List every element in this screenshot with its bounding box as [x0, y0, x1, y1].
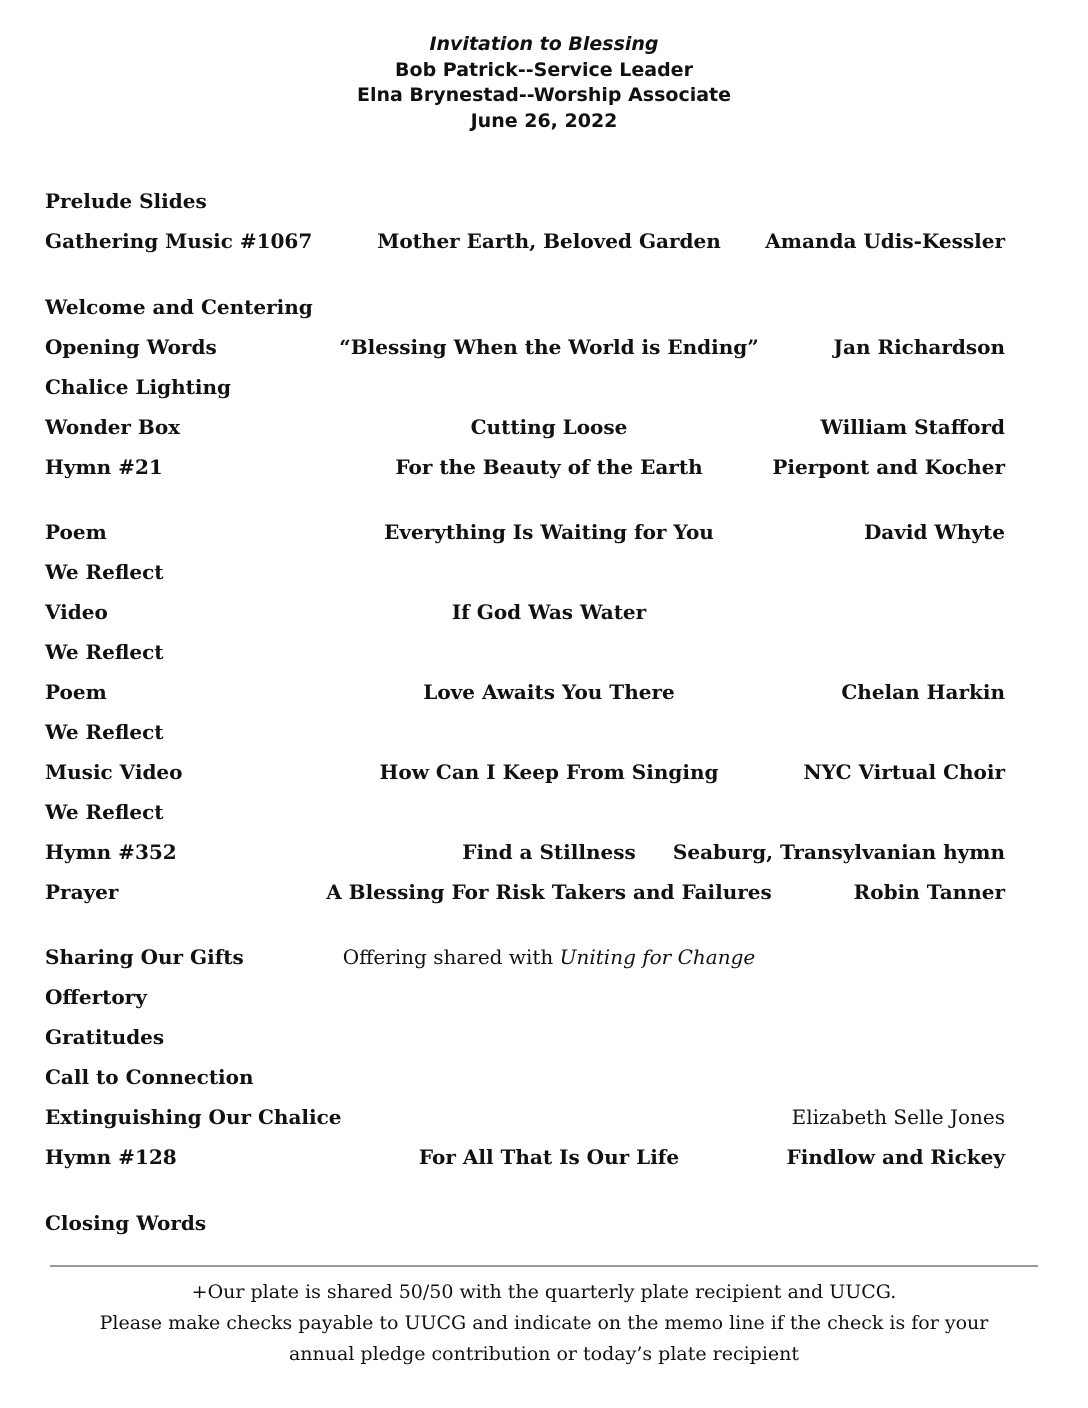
row-item: Poem [45, 520, 107, 544]
row-author: Chelan Harkin [841, 680, 1005, 704]
footer-line: +Our plate is shared 50/50 with the quarterly plate recipient and UUCG. [191, 1281, 897, 1303]
service-row-opening-words [0, 332, 1088, 362]
row-title: If God Was Water [451, 600, 647, 624]
row-title: “Blessing When the World is Ending” [339, 335, 759, 359]
footer-line: annual pledge contribution or today’s plate recipient [288, 1343, 800, 1365]
row-title: For the Beauty of the Earth [395, 455, 703, 479]
row-title: For All That Is Our Life [418, 1145, 680, 1169]
row-item: Poem [45, 680, 107, 704]
row-item: Gathering Music #1067 [45, 229, 313, 253]
service-row-gathering-music [0, 226, 1088, 256]
footer-note [0, 1277, 1088, 1370]
row-item: We Reflect [45, 560, 164, 584]
service-row-closing-words [0, 1208, 1088, 1238]
row-author: Amanda Udis-Kessler [765, 229, 1005, 253]
service-row-we-reflect [0, 717, 1088, 747]
service-row-extinguishing-chalice [0, 1102, 1088, 1132]
row-title: A Blessing For Risk Takers and Failures [326, 880, 772, 904]
row-item: We Reflect [45, 800, 164, 824]
service-row-hymn-21 [0, 452, 1088, 482]
service-row-hymn-352 [0, 837, 1088, 867]
row-author: Pierpont and Kocher [772, 455, 1005, 479]
service-row-poem [0, 677, 1088, 707]
service-row-hymn-128 [0, 1142, 1088, 1172]
service-row-offertory [0, 982, 1088, 1012]
row-title: Cutting Loose [470, 415, 628, 439]
row-item: Hymn #352 [45, 840, 177, 864]
row-author: William Stafford [820, 415, 1005, 439]
row-author: Jan Richardson [833, 335, 1005, 359]
row-author: Seaburg, Transylvanian hymn [672, 840, 1005, 864]
service-row-we-reflect [0, 797, 1088, 827]
row-title: How Can I Keep From Singing [379, 760, 719, 784]
service-row-gratitudes [0, 1022, 1088, 1052]
footer-divider [50, 1265, 1038, 1267]
row-item: Welcome and Centering [45, 295, 313, 319]
footer-line: Please make checks payable to UUCG and indicate on the memo line if the check is for your [99, 1312, 989, 1334]
row-item: Closing Words [45, 1211, 207, 1235]
row-item: Hymn #128 [45, 1145, 177, 1169]
service-row-chalice-lighting [0, 372, 1088, 402]
row-item: Prayer [45, 880, 119, 904]
service-row-welcome [0, 292, 1088, 322]
service-row-prelude-slides [0, 186, 1088, 216]
order-of-service-header [0, 32, 1088, 134]
row-title: Everything Is Waiting for You [384, 520, 714, 544]
row-author: David Whyte [863, 520, 1005, 544]
service-row-wonder-box [0, 412, 1088, 442]
row-item: Prelude Slides [45, 189, 207, 213]
row-item: Sharing Our Gifts [45, 945, 244, 969]
row-title [343, 942, 755, 972]
row-item: Extinguishing Our Chalice [45, 1105, 342, 1129]
service-date: June 26, 2022 [470, 109, 618, 132]
service-row-we-reflect [0, 637, 1088, 667]
row-title: Mother Earth, Beloved Garden [377, 229, 721, 253]
row-item: Music Video [45, 760, 183, 784]
service-row-poem [0, 517, 1088, 547]
service-row-we-reflect [0, 557, 1088, 587]
row-author: NYC Virtual Choir [803, 760, 1005, 784]
row-item: Opening Words [45, 335, 217, 359]
row-item: Gratitudes [45, 1025, 165, 1049]
service-row-video [0, 597, 1088, 627]
row-item: Call to Connection [45, 1065, 254, 1089]
offering-note: Offering shared with [342, 945, 560, 969]
row-author: Elizabeth Selle Jones [791, 1105, 1005, 1129]
service-title: Invitation to Blessing [429, 33, 659, 55]
worship-associate: Elna Brynestad--Worship Associate [356, 84, 732, 106]
service-row-call-to-connection [0, 1062, 1088, 1092]
row-title: Find a Stillness [462, 840, 636, 864]
row-title: Love Awaits You There [423, 680, 675, 704]
service-row-music-video [0, 757, 1088, 787]
row-item: We Reflect [45, 720, 164, 744]
row-item: We Reflect [45, 640, 164, 664]
offering-recipient: Uniting for Change [559, 945, 756, 969]
service-row-sharing-gifts [0, 942, 1088, 972]
service-leader: Bob Patrick--Service Leader [395, 58, 693, 81]
row-item: Chalice Lighting [45, 375, 232, 399]
row-author: Findlow and Rickey [786, 1145, 1005, 1169]
row-item: Video [45, 600, 108, 624]
row-item: Hymn #21 [45, 455, 163, 479]
row-item: Offertory [45, 985, 147, 1009]
service-row-prayer [0, 877, 1088, 907]
row-item: Wonder Box [45, 415, 181, 439]
row-author: Robin Tanner [853, 880, 1005, 904]
